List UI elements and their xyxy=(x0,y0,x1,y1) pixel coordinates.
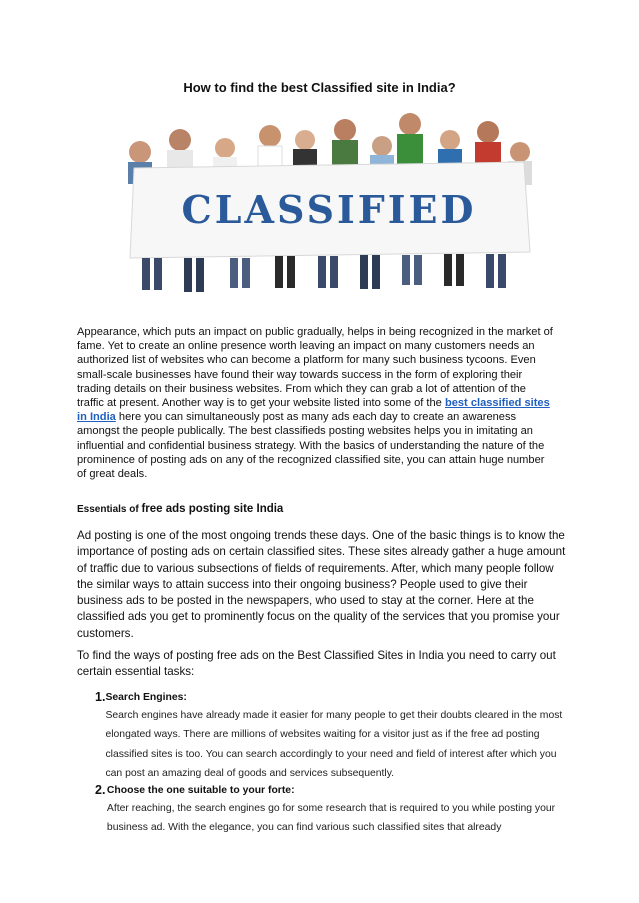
intro-text-before-link: Appearance, which puts an impact on public gradually, helps in being recognized in the market of fame. Yet to create an online presence worth leaving an impact on many customers needs an authorized list of websites who can become a platform for many such business tycoons. Even small-scale businesses have found their way towards success in the form of exploring their trading details on their business websites. From which they can grab a lot of attention of the traffic at present. Another way is to get your website listed into some of the xyxy=(77,326,553,410)
ad-posting-paragraph: Ad posting is one of the most ongoing trends these days. One of the basic things is to know the importance of posting ads on certain classified sites. These sites already gather a huge amount of traffic due to various subsections of fields of requirements. After, which many people follow the similar ways to attain success into their ongoing business? People used to give their business ads to be posted in the newspapers, who used to stay at the corner. Here at the classified ads you get to prominently focus on the quality of the services that you promise your customers. xyxy=(77,529,566,640)
tasks-intro-paragraph: To find the ways of posting free ads on the Best Classified Sites in India you need to carry out certain essential tasks: xyxy=(77,649,556,679)
list-item-number: 1. xyxy=(95,690,106,704)
list-item xyxy=(95,690,565,783)
tasks-list xyxy=(95,690,565,838)
section-heading-prefix: Essentials of xyxy=(77,504,142,515)
list-item-title: Search Engines: xyxy=(105,692,187,703)
list-item-number: 2. xyxy=(95,783,106,798)
section-heading xyxy=(77,503,283,515)
best-classified-sites-link[interactable]: best classified sites in India xyxy=(77,397,550,424)
classified-banner-image xyxy=(120,110,538,300)
list-item-title: Choose the one suitable to your forte: xyxy=(106,785,295,797)
list-item-body: Search engines have already made it easier for many people to get their doubts cleared in the most elongated ways. There are millions of websites waiting for a visitor just as if the free ad posting classified sites is too. You can search accordingly to your need and field of interest after which you can post an amazing deal of goods and services subsequently. xyxy=(105,710,563,779)
section-heading-main: free ads posting site India xyxy=(141,503,284,515)
intro-paragraph xyxy=(77,325,555,481)
list-item xyxy=(95,783,565,838)
people-legs xyxy=(142,254,506,292)
list-item-body: After reaching, the search engines go for some research that is required to you while posting your business ad. With the elegance, you can find various such classified sites that already xyxy=(106,803,556,834)
banner-text: CLASSIFIED xyxy=(181,187,477,232)
intro-text-after-link: here you can simultaneously post as many ads each day to create an awareness amongst the people publically. The best classifieds posting websites helps you in imitating an influential and confidential business strategy. With the basics of understanding the nature of the prominence of posting ads on any of the recognized classified site, you can attain huge number of great deals. xyxy=(77,411,545,481)
document-title: How to find the best Classified site in India? xyxy=(183,80,456,95)
